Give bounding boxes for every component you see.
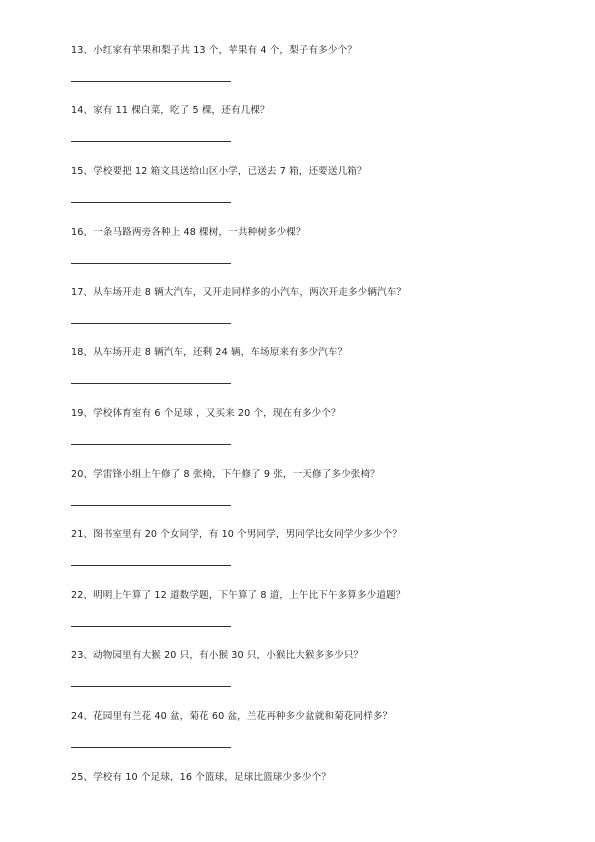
question-13 (71, 44, 541, 57)
question-text: 19、学校体育室有 6 个足球 ，又买来 20 个，现在有多少个？ (71, 408, 341, 419)
question-text: 20、学雷锋小组上午修了 8 张椅，下午修了 9 张，一天修了多少张椅？ (71, 469, 380, 480)
question-19 (71, 407, 541, 420)
question-text: 23、动物园里有大猴 20 只，有小猴 30 只，小猴比大猴多多少只？ (71, 650, 364, 661)
question-16 (71, 226, 541, 239)
answer-line (71, 202, 231, 203)
answer-line (71, 141, 231, 142)
question-25 (71, 771, 541, 784)
question-text: 14、家有 11 棵白菜，吃了 5 棵，还有几棵？ (71, 105, 270, 116)
question-21 (71, 528, 541, 541)
question-15 (71, 165, 541, 178)
question-22 (71, 589, 541, 602)
answer-line (71, 686, 231, 687)
answer-line (71, 323, 231, 324)
answer-line (71, 81, 231, 82)
question-text: 17、从车场开走 8 辆大汽车，又开走同样多的小汽车，两次开走多少辆汽车？ (71, 287, 407, 298)
question-text: 21、图书室里有 20 个女同学，有 10 个男同学，男同学比女同学少多少个？ (71, 529, 402, 540)
question-text: 13、小红家有苹果和梨子共 13 个，苹果有 4 个，梨子有多少个？ (71, 45, 357, 56)
answer-line (71, 444, 231, 445)
answer-line (71, 505, 231, 506)
question-text: 18、从车场开走 8 辆汽车，还剩 24 辆，车场原来有多少汽车？ (71, 347, 348, 358)
answer-line (71, 263, 231, 264)
answer-line (71, 747, 231, 748)
answer-line (71, 383, 231, 384)
question-17 (71, 286, 541, 299)
question-14 (71, 104, 541, 117)
question-18 (71, 346, 541, 359)
question-text: 15、学校要把 12 箱文具送给山区小学，已送去 7 箱，还要送几箱？ (71, 166, 367, 177)
answer-line (71, 626, 231, 627)
question-23 (71, 649, 541, 662)
answer-line (71, 565, 231, 566)
question-text: 16、一条马路两旁各种上 48 棵树，一共种树多少棵？ (71, 227, 306, 238)
question-20 (71, 468, 541, 481)
question-text: 22、明明上午算了 12 道数学题，下午算了 8 道，上午比下午多算多少道题？ (71, 590, 406, 601)
question-text: 25、学校有 10 个足球，16 个篮球，足球比篮球少多少个？ (71, 772, 331, 783)
question-text: 24、花园里有兰花 40 盆，菊花 60 盆，兰花再种多少盆就和菊花同样多？ (71, 711, 393, 722)
question-24 (71, 710, 541, 723)
